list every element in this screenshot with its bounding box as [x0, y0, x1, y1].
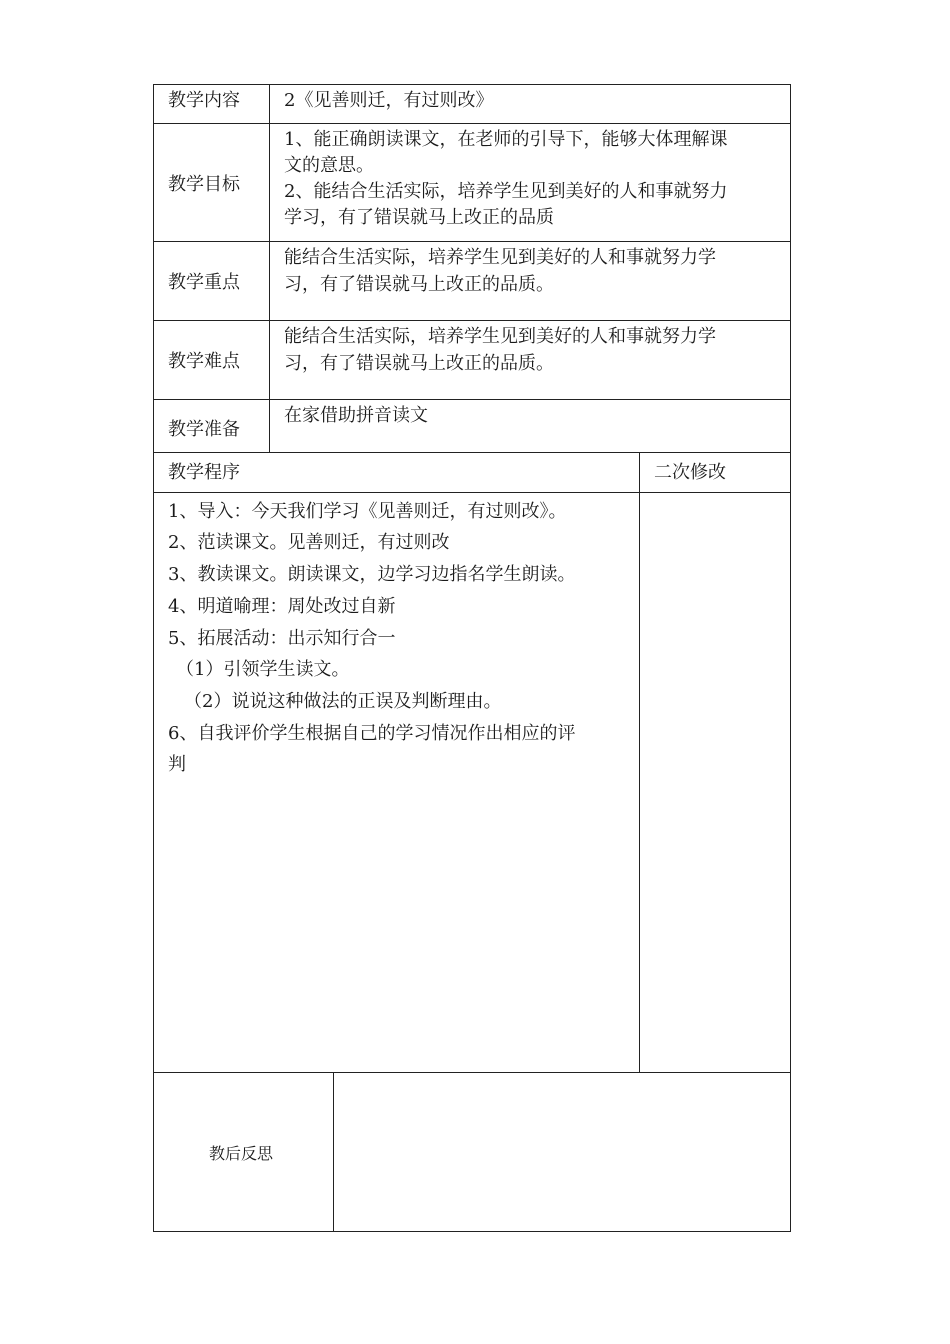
procedure-step-3: 3、教读课文。朗读课文，边学习边指名学生朗读。 [168, 564, 576, 585]
difficulty-line-2: 习，有了错误就马上改正的品质。 [284, 353, 554, 374]
row-divider-prep [153, 452, 791, 453]
goal-line-2: 文的意思。 [284, 155, 374, 176]
procedure-substep-2: （2）说说这种做法的正误及判断理由。 [184, 691, 502, 712]
row-divider-content [153, 123, 791, 124]
procedure-step-1: 1、导入：今天我们学习《见善则迁，有过则改》。 [168, 501, 567, 522]
procedure-substep-1: （1）引领学生读文。 [176, 659, 350, 680]
label-column-divider [269, 123, 270, 453]
prep-value: 在家借助拼音读文 [284, 405, 428, 426]
procedure-header: 教学程序 [168, 462, 240, 483]
content-value: 2《见善则迁，有过则改》 [284, 90, 494, 111]
procedure-step-6-continued: 判 [168, 754, 186, 775]
row-divider-procedure-body [153, 1072, 791, 1073]
key-line-2: 习，有了错误就马上改正的品质。 [284, 274, 554, 295]
row-divider-goal [153, 241, 791, 242]
table-border-top [153, 84, 791, 85]
reflection-label: 教后反思 [209, 1144, 274, 1163]
revision-header: 二次修改 [654, 462, 726, 483]
row-divider-difficulty [153, 399, 791, 400]
reflection-column-divider [333, 1072, 334, 1232]
row-divider-procedure-header [153, 492, 791, 493]
procedure-step-6: 6、自我评价学生根据自己的学习情况作出相应的评 [168, 723, 576, 744]
revision-column-divider [639, 452, 640, 1073]
key-line-1: 能结合生活实际，培养学生见到美好的人和事就努力学 [284, 247, 716, 268]
prep-label: 教学准备 [168, 419, 240, 440]
goal-label: 教学目标 [168, 174, 240, 195]
table-border-right [790, 84, 791, 1232]
difficulty-label: 教学难点 [168, 351, 240, 372]
difficulty-line-1: 能结合生活实际，培养学生见到美好的人和事就努力学 [284, 326, 716, 347]
procedure-step-2: 2、范读课文。见善则迁，有过则改 [168, 532, 450, 553]
table-border-bottom [153, 1231, 791, 1232]
content-label: 教学内容 [168, 90, 240, 111]
goal-line-4: 学习，有了错误就马上改正的品质 [284, 207, 554, 228]
row-divider-key [153, 320, 791, 321]
procedure-step-5: 5、拓展活动：出示知行合一 [168, 628, 396, 649]
procedure-step-4: 4、明道喻理：周处改过自新 [168, 596, 396, 617]
label-column-divider-top [269, 84, 270, 124]
goal-line-3: 2、能结合生活实际，培养学生见到美好的人和事就努力 [284, 181, 728, 202]
table-border-left [153, 84, 154, 1232]
key-label: 教学重点 [168, 272, 240, 293]
goal-line-1: 1、能正确朗读课文，在老师的引导下，能够大体理解课 [284, 129, 728, 150]
